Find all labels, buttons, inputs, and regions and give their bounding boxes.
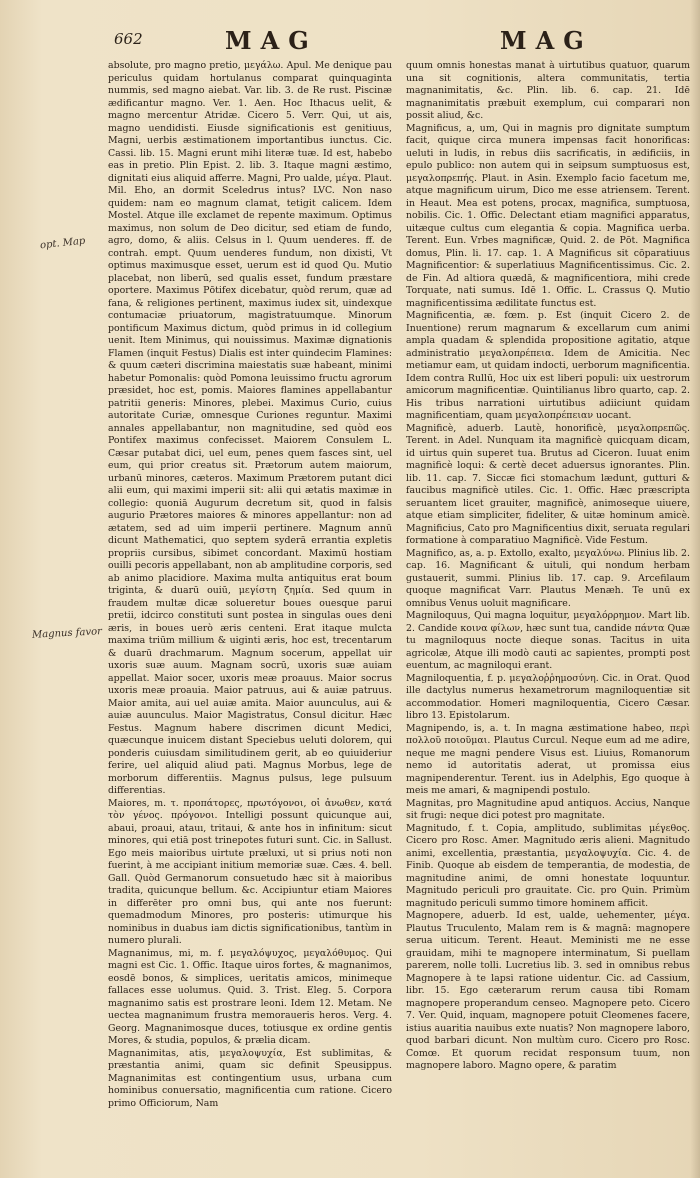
right-column [406,60,690,1165]
text-columns [108,60,688,1165]
entry-paragraph: quum omnis honestas manat à uirtutibus quatuor, quarum una sit cognitionis, altera communitatis, tertia magnanimitatis, &c. Plin. lib. 6. cap. 21. Idē magnanimitatis præbuit exemplum, cui comparari non possit aliud, &c. [406,60,690,121]
running-head-right: MAG [500,26,593,55]
entry-paragraph: absolute, pro magno pretio, μεγάλω. Apul. Me denique pau periculus quidam hortulanus comparat quinquaginta nummis, sed magno aiebat. Var. lib. 3. de Re rust. Piscinæ ædificantur magno. Ver. 1. Aen. Hoc Ithacus uelit, & magno mercentur Atridæ. Cicero 5. Verr. Qui, ut ais, magno uendidisti. Eiusde significationis est genitiuus, Magni, uerbis æstimationem importantibus iunctus. Cic. Cassi. lib. 15. Magni erunt mihi literæ tuæ. Id est, habebo eas in pretio. Plin Epist. 2. lib. 3. Itaque magni æstimo, dignitati eius aliquid afferre. Magni, Pro ualde, μέγα. Plaut. Mil. Eho, an dormit Sceledrus intus? LVC. Non naso quidem: nam eo magnum clamat, tetigit calicem. Idem Mostel. Atque ille exclamet de repente maximum. Optimus maximus, non solum de Deo dicitur, sed etiam de fundo, agro, domo, & aliis. Celsus in l. Quum uenderes. ff. de contrah. empt. Quum uenderes fundum, non dixisti, Vt optimus maximusque esset, uerum est id quod Qu. Mutio placebat, non liberū, sed qualis esset, fundum præstare oportere. Maximus Pōtifex dicebatur, quòd rerum, quæ ad fana, & religiones pertinent, maximus iudex sit, uindexque contumaciæ priuatorum, magistratuumque. Minorum pontificum Maximus dictum, quòd primus in id collegium uenit. Item Minimus, qui nouissimus. Maximæ dignationis Flamen (inquit Festus) Dialis est inter quindecim Flamines: & quum cæteri discrimina maiestatis suæ habeant, minimi habetur Pomonalis: quòd Pomona leuissimo fructu agrorum præsidet, hoc est, pomis. Maiores flamines appellabantur patritii generis: Minores, plebei. Maximus Curio, cuius autoritate Curiæ, omnesque Curiones reguntur. Maximi annales appellabantur, non magnitudine, sed quòd eos Pontifex maximus confecisset. Maiorem Consulem L. Cæsar putabat dici, uel eum, penes quem fasces sint, uel eum, qui prior creatus sit. Prætorum autem maiorum, urbanū minores, cæteros. Maximum Prætorem putant dici alii eum, qui maximi imperii sit: alii qui ætatis maximæ in collegio: quoniā Augurum decretum sit, quod in falsis augurio Prætores maiores & minores appellantur: non ad ætatem, sed ad uim imperii pertinere. Magnum annū dicunt Mathematici, quo septem syderā errantia expletis propriis cursibus, sibimet concordant. Maximū hostiam ouilli pecoris appellabant, non ab amplitudine corporis, sed ab animo placidiore. Maxima multa antiquitus erat boum triginta, & duarū ouiū, μεγίστη ζημία. Sed quum in fraudem multæ dicæ solueretur boues ouesque parui pretii, idcirco constituti sunt postea in singulas oues deni æris, in boues uerò æris centeni. Erat itaque mulcta maxima triūm millium & uiginti æris, hoc est, trecentarum & duarū drachmarum. Magnum socerum, appellat uir uxoris suæ auum. Magnam socrū, uxoris suæ auiam appellat. Maior socer, uxoris meæ proauus. Maior socrus uxoris meæ proauia. Maior patruus, aui & auiæ patruus. Maior amita, aui uel auiæ amita. Maior auunculus, aui & auiæ auunculus. Maior Magistratus, Consul dicitur. Hæc Festus. Magnum habere discrimen dicunt Medici, quæcunque inuicem distant Speciebus ueluti dolorem, qui ponderis cuiusdam similitudinem gerit, ab eo quiuideriur ferire, uel aliquid aliud pati. Magnus Morbus, lege de morborum differentiis. Magnus pulsus, lege pulsuum differentias. [108,60,392,796]
entry-paragraph: Magnopere, aduerb. Id est, ualde, uehementer, μέγα. Plautus Truculento, Malam rem is & magnā: magnopere serua uiticum. Terent. Heaut. Meministi me ne esse grauidam, mihi te magnopere interminatum, Si puellam parerem, nolle tolli. Lucretius lib. 3. sed in omnibus rebus Magnopere à te lapsi ratione uidentur. Cic. ad Cassium, libr. 15. Ego cæterarum rerum causa tibi Romam magnopere properandum censeo. Magnopere peto. Cicero 7. Ver. Quid, inquam, magnopere potuit Cleomenes facere, istius auaritia nauibus exte nuatis? Non magnopere laboro, quod barbari dicunt. Non multùm curo. Cicero pro Rosc. Comœ. Et quorum recidat responsum tuum, non magnopere laboro. Magno opere, & paratim [406,910,690,1071]
entry-paragraph: Magnanimus, mi, m. f. μεγαλόψυχος, μεγαλόθυμος. Qui magni est Cic. 1. Offic. Itaque uiros fortes, & magnanimos, eosdē bonos, & simplices, ueritatis amicos, minimeque fallaces esse uolumus. Quid. 3. Trist. Eleg. 5. Corpora magnanimo satis est prostrare leoni. Idem 12. Metam. Ne uectea magnanimum frustra memoraueris heros. Verg. 4. Georg. Magnanimosque duces, totiusque ex ordine gentis Mores, & studia, populos, & prælia dicam. [108,947,392,1046]
page-number: 662 [114,30,143,48]
entry-paragraph: Magnipendo, is, a. t. In magna æstimatione habeo, περὶ πολλοῦ ποιοῦμαι. Plautus Curcul. Neque eum ad me adire, neque me magni pendere Visus est. Liuius, Romanorum nemo id autoritatis aderat, ut promissa eius magnipenderentur. Terent. ius in Adelphis, Ego quoque à meis me amari, & magnipendi postulo. [406,722,690,796]
margin-note: opt. Map [39,235,86,252]
left-column [108,60,392,1165]
entry-paragraph: Magnificè, aduerb. Lautè, honorificè, μεγαλοπρεπῶς. Terent. in Adel. Nunquam ita magnificè quicquam dicam, id uirtus quin superet tua. Brutus ad Ciceron. Iuuat enim magnificè loqui: & certè decet aduersus ignorantes. Plin. lib. 11. cap. 7. Siccæ fici stomachum lædunt, gutturi & faucibus magnificè utiles. Cic. 1. Offic. Hæc præscripta seruantem licet grauiter, magnificè, animoseque uiuere, atque etiam simpliciter, fideliter, & uitæ hominum amicè. Magnificius, Cato pro Magnificentius dixit, seruata regulari formatione à comparatiuo Magnificè. Vide Festum. [406,422,690,546]
page-header [110,24,690,58]
margin-note: Magnus favor [31,626,103,641]
page-spine-shadow [690,0,700,1178]
entry-paragraph: Magniloquus, Qui magna loquitur, μεγαλόρρημον. Mart lib. 2. Candide κοινα φίλων, hæc sunt tua, candide πάντα Quæ tu magniloquus nocte dieque sonas. Tacitus in uita agricolæ, Atque illi modò cauti ac sapientes, prompti post euentum, ac magniloqui erant. [406,610,690,671]
entry-paragraph: Magnanimitas, atis, μεγαλοψυχία, Est sublimitas, & præstantia animi, quam sic definit Speusippus. Magnanimitas est contingentium usus, urbana cum hominibus conuersatio, magnificentia cum ratione. Cicero primo Officiorum, Nam [108,1047,392,1109]
entry-paragraph: Magniloquentia, f. p. μεγαλοῤῥημοσύνη. Cic. in Orat. Quod ille dactylus numerus hexametrorum magniloquentiæ sit accommodatior. Homeri magniloquentia, Cicero Cæsar. libro 13. Epistolarum. [406,672,690,721]
running-head-left: MAG [225,26,318,55]
entry-paragraph: Magnificus, a, um, Qui in magnis pro dignitate sumptum facit, quique circa munera impensas facit honorificas: ueluti in ludis, in rebus diis sacrificatis, in ædificiis, in epulo publico: non autem qui in seipsum sumptuosus est, μεγαλοπρεπής. Plaut. in Asin. Exemplo facio facetum me, atque magnificum uirum, Dico me esse atriensem. Terent. in Heaut. Mea est potens, procax, magnifica, sumptuosa, nobilis. Cic. 1. Offic. Delectant etiam magnifici apparatus, uitæque cultus cum elegantia & copia. Magnifica uerba. Terent. Eun. Vrbes magnificæ, Quid. 2. de Pōt. Magnifica domus, Plin. li. 17. cap. 1. A Magnificus sit cōparatiuus Magnificentior: & superlatiuus Magnificentissimus. Cic. 2. de Fin. Ad altiora quædā, & magnificentiora, mihi crede Torquate, nati sumus. Idē 1. Offic. L. Crassus Q. Mutio magnificentissima ædilitate functus est. [406,122,690,309]
entry-paragraph: Maiores, m. τ. προπάτορες, πρωτόγονοι, οἱ ἀνωθεν, κατά τὸν γένος. πρόγονοι. Intelligi possunt quicunque aui, abaui, proaui, atauı, tritaui, & ante hos in infinitum: sicut minores, qui etiā post trinepotes futuri sunt. Cic. in Sallust. Ego meis maioribus uirtute præluxi, ut si prius noti non fuerint, à me accipiant initium memoriæ suæ. Cæs. 4. bell. Gall. Quòd Germanorum consuetudo hæc sit à maioribus tradita, quicunque bellum. &c. Accipiuntur etiam Maiores in differēter pro omni bus, qui ante nos fuerunt: quemadmodum Minores, pro posteris: utimurque his nominibus in duabus iam dictis significationibus, tantùm in numero plurali. [108,797,392,946]
entry-paragraph: Magnitas, pro Magnitudine apud antiquos. Accius, Nanque sit frugi: neque dici potest pro magnitate. [406,797,690,821]
entry-paragraph: Magnificentia, æ. fœm. p. Est (inquit Cicero 2. de Inuentione) rerum magnarum & excellarum cum animi ampla quadam & splendida propositione agitatio, atque administratio μεγαλοπρέπεια. Idem de Amicitia. Nec metiamur eam, ut quidam indocti, uerborum magnificentia. Idem contra Rullū, Hoc uix est liberi populi: uix uestrorum amicorum magnificentiæ. Quintilianus libro quarto, cap. 2. His tribus narrationi uirtutibus adiiciunt quidam magnificentiam, quam μεγαλοπρέπειαν uocant. [406,310,690,421]
entry-paragraph: Magnifico, as, a. p. Extollo, exalto, μεγαλύνω. Plinius lib. 2. cap. 16. Magnificant & uituli, qui nondum herbam gustauerit, summi. Plinius lib. 17. cap. 9. Arcefilaum quoque magnificat Varr. Plautus Menæh. Te unū ex omnibus Venus uoluit magnificare. [406,547,690,609]
entry-paragraph: Magnitudo, f. t. Copia, amplitudo, sublimitas μέγεθος. Cicero pro Rosc. Amer. Magnitudo æris alieni. Magnitudo animi, excellentia, præstantia, μεγαλοψυχία. Cic. 4. de Finib. Quoque ab eisdem de temperantia, de modestia, de magnitudine animi, de omni honestate loquuntur. Magnitudo periculi pro grauitate. Cic. pro Quin. Primùm magnitudo periculi summo timore hominem afficit. [406,822,690,909]
